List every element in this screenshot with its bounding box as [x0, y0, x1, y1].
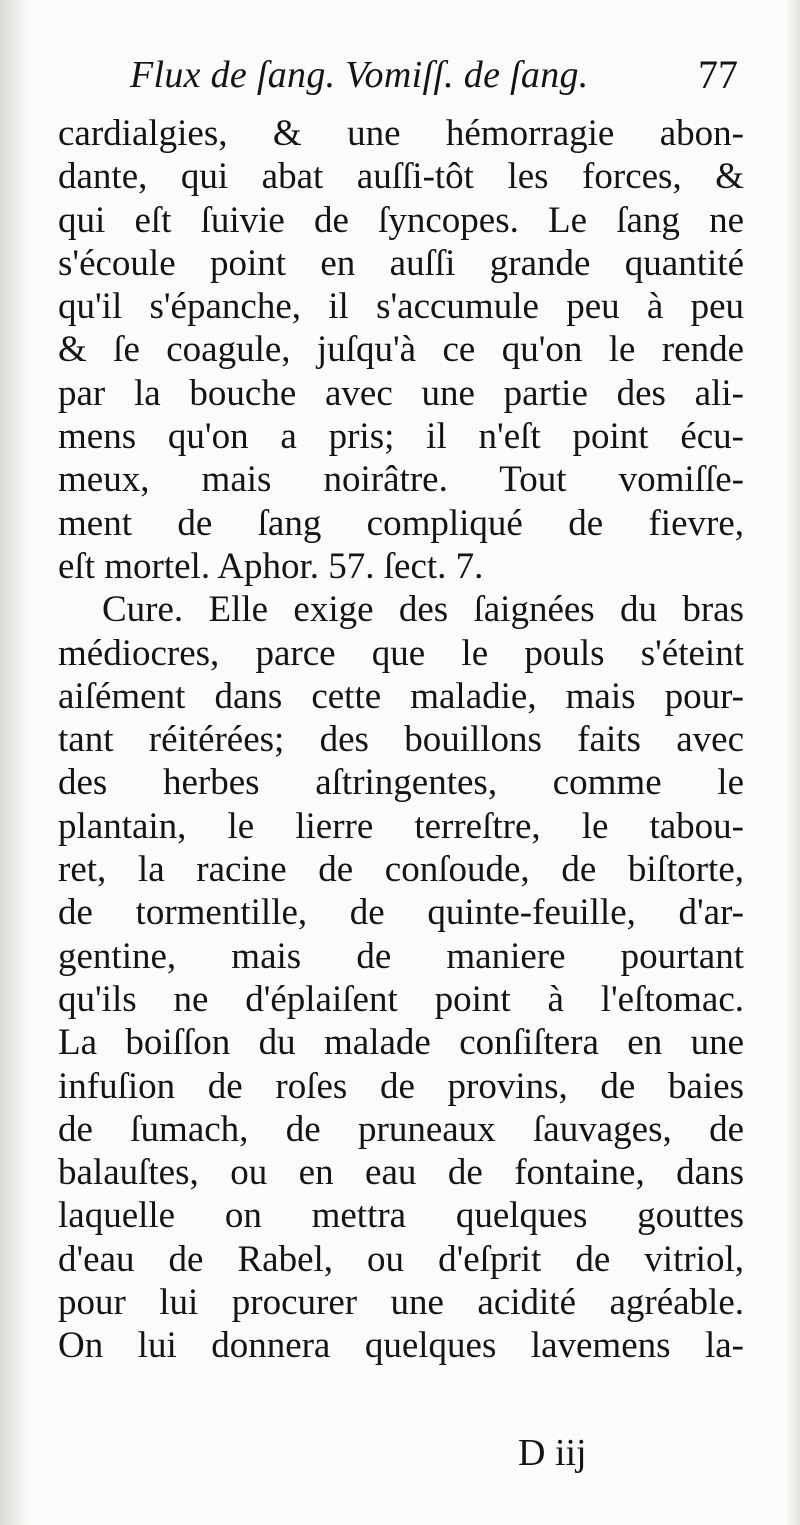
text-line-5: qu'il s'épanche, il s'accumule peu à peu: [58, 286, 744, 328]
text-line-12: Cure. Elle exige des ſaignées du bras: [102, 589, 744, 631]
text-line-27: d'eau de Rabel, ou d'eſprit de vitriol,: [58, 1238, 744, 1280]
text-line-18: ret, la racine de conſoude, de biſtorte,: [58, 849, 744, 891]
running-head: [130, 50, 738, 100]
text-line-8: mens qu'on a pris; il n'eſt point écu-: [58, 416, 744, 458]
text-line-2: dante, qui abat auſſi-tôt les forces, &: [58, 156, 744, 198]
running-head-title: Flux de ſang. Vomiſſ. de ſang.: [130, 54, 589, 96]
text-line-13: médiocres, parce que le pouls s'éteint: [58, 632, 744, 674]
text-line-4: s'écoule point en auſſi grande quantité: [58, 242, 744, 284]
text-line-6: & ſe coagule, juſqu'à ce qu'on le rende: [58, 329, 744, 371]
text-line-29: On lui donnera quelques lavemens la-: [58, 1325, 744, 1367]
text-line-15: tant réitérées; des bouillons faits avec: [58, 719, 744, 761]
text-line-22: La boiſſon du malade conſiſtera en une: [58, 1022, 744, 1064]
text-line-16: des herbes aſtringentes, comme le: [58, 762, 744, 804]
signature-mark: D iij: [518, 1432, 587, 1474]
text-line-14: aiſément dans cette maladie, mais pour-: [58, 675, 744, 717]
text-line-26: laquelle on mettra quelques gouttes: [58, 1195, 744, 1237]
text-line-24: de ſumach, de pruneaux ſauvages, de: [58, 1108, 744, 1150]
text-line-19: de tormentille, de quinte-feuille, d'ar-: [58, 892, 744, 934]
text-line-9: meux, mais noirâtre. Tout vomiſſe-: [58, 459, 744, 501]
page-number: 77: [698, 52, 738, 97]
text-line-7: par la bouche avec une partie des ali-: [58, 372, 744, 414]
text-line-10: ment de ſang compliqué de fievre,: [58, 502, 744, 544]
text-line-20: gentine, mais de maniere pourtant: [58, 935, 744, 977]
text-line-17: plantain, le lierre terreſtre, le tabou-: [58, 805, 744, 847]
text-line-11: eſt mortel. Aphor. 57. ſect. 7.: [58, 545, 484, 587]
body-text: [58, 112, 744, 1368]
text-line-3: qui eſt ſuivie de ſyncopes. Le ſang ne: [58, 199, 744, 241]
text-line-23: infuſion de roſes de provins, de baies: [58, 1065, 744, 1107]
text-line-21: qu'ils ne d'éplaiſent point à l'eſtomac.: [58, 978, 744, 1020]
text-line-28: pour lui procurer une acidité agréable.: [58, 1282, 744, 1324]
text-line-1: cardialgies, & une hémorragie abon-: [58, 113, 744, 154]
text-line-25: balauſtes, ou en eau de fontaine, dans: [58, 1152, 744, 1194]
